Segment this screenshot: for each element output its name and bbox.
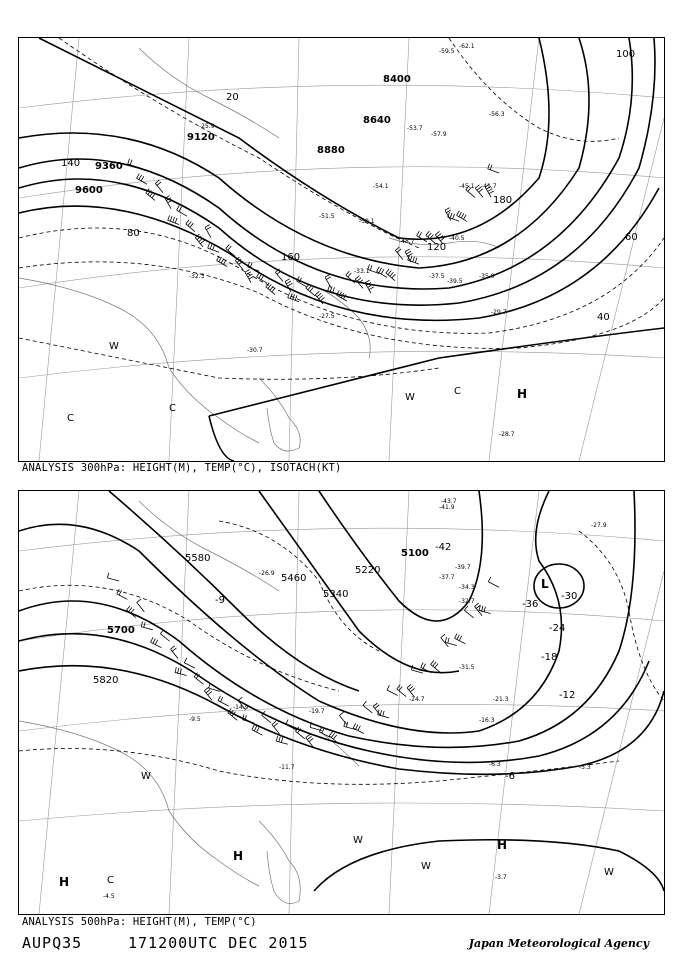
temperature-reading: -37.5 <box>429 273 445 280</box>
temperature-reading: -6.3 <box>489 761 501 768</box>
temperature-reading: -11.7 <box>279 764 295 771</box>
wind-barb <box>475 603 483 616</box>
temperature-reading: -14.9 <box>233 704 249 711</box>
temperature-reading: -39.5 <box>447 278 463 285</box>
wind-barb <box>464 606 473 618</box>
wind-barb <box>107 573 119 581</box>
isotach-label: 80 <box>127 228 140 239</box>
chart-500hpa <box>18 490 665 915</box>
caption-300hpa: ANALYSIS 300hPa: HEIGHT(M), TEMP(°C), ISOTACH(KT) <box>22 462 342 474</box>
temperature-reading: -35.9 <box>479 273 495 280</box>
isotach-label: 140 <box>61 158 81 169</box>
height-label: 5100 <box>401 548 429 559</box>
height-labels <box>93 548 429 686</box>
isotach-label: 20 <box>226 92 239 103</box>
wind-barb <box>171 646 179 659</box>
temperature-label: -18 <box>541 652 558 663</box>
temperature-reading: -40.5 <box>449 235 465 242</box>
low-pressure-marker: L <box>541 577 549 591</box>
temperature-reading: -32.7 <box>459 598 475 605</box>
wind-barb <box>184 658 195 668</box>
temperature-reading: -4.5 <box>103 893 115 900</box>
height-label: 8640 <box>363 115 391 126</box>
height-label: 9120 <box>187 132 215 143</box>
warm-marker: W <box>141 771 151 782</box>
warm-marker: W <box>604 867 614 878</box>
graticule <box>19 491 664 914</box>
temperature-reading: -48.7 <box>399 238 415 245</box>
temperature-reading: -51.5 <box>319 213 335 220</box>
wind-barb <box>445 208 451 221</box>
wind-barb <box>137 174 147 185</box>
high-pressure-marker: H <box>517 387 528 401</box>
isotach-label: 160 <box>281 252 301 263</box>
warm-marker: W <box>405 392 415 403</box>
wind-barb <box>186 220 195 232</box>
wind-barb <box>479 605 491 613</box>
temperature-reading: -33.1 <box>354 268 370 275</box>
wind-barb <box>448 212 459 221</box>
wind-barb <box>365 280 374 293</box>
temperature-reading: -24.7 <box>409 696 425 703</box>
isotach-label: 120 <box>427 242 447 253</box>
temperature-reading: -27.9 <box>591 522 607 529</box>
chart-code: AUPQ35 <box>22 934 83 952</box>
wind-barb <box>457 211 467 222</box>
temperature-label: -42 <box>435 542 452 553</box>
wind-barb <box>165 196 172 209</box>
wind-barb <box>363 701 372 713</box>
temperature-reading: -19.7 <box>309 708 325 715</box>
height-labels <box>75 74 411 196</box>
temperature-reading: -41.9 <box>439 504 455 511</box>
cold-marker: C <box>454 386 461 397</box>
height-label: 5460 <box>281 573 307 584</box>
wind-barb <box>431 660 440 672</box>
pressure-systems <box>67 341 527 424</box>
temperature-label: -9 <box>215 595 225 606</box>
temperature-labels <box>215 542 577 782</box>
wind-barb <box>205 225 211 238</box>
temperature-reading: -50.1 <box>359 218 375 225</box>
temperature-reading: -9.5 <box>189 716 201 723</box>
wind-barb <box>488 577 499 587</box>
wind-barb <box>325 274 331 287</box>
height-label: 5580 <box>185 553 211 564</box>
temperature-reading: -27.5 <box>319 313 335 320</box>
isotach-label: 100 <box>616 49 636 60</box>
wind-barb <box>339 712 347 725</box>
temperature-reading: -59.5 <box>439 48 455 55</box>
temperature-reading: -29.7 <box>491 309 507 316</box>
temperature-reading: -25.9 <box>199 123 215 130</box>
height-label: 8400 <box>383 74 411 85</box>
isotach-labels <box>61 49 638 323</box>
map-500hpa <box>19 491 664 914</box>
temperature-reading: -5.3 <box>579 764 591 771</box>
temperature-reading: -3.7 <box>495 874 507 881</box>
wind-barb <box>218 696 229 706</box>
temperature-reading: -34.3 <box>459 584 475 591</box>
temperature-reading: -26.9 <box>259 570 275 577</box>
height-label: 5820 <box>93 675 119 686</box>
cold-marker: C <box>169 403 176 414</box>
wind-barb <box>195 234 204 247</box>
cold-marker: C <box>67 413 74 424</box>
temperature-reading: -32.3 <box>189 273 205 280</box>
caption-500hpa: ANALYSIS 500hPa: HEIGHT(M), TEMP(°C) <box>22 916 257 928</box>
wind-barb <box>155 180 163 193</box>
wind-barb <box>288 293 299 302</box>
agency-name: Japan Meteorological Agency <box>468 937 649 950</box>
isotachs <box>19 38 664 379</box>
isotach-label: 60 <box>625 232 638 243</box>
wind-barb <box>455 634 466 644</box>
wind-barb <box>137 599 145 612</box>
wind-barb <box>168 215 179 224</box>
wind-barb <box>417 231 427 242</box>
wind-barb <box>353 723 364 733</box>
warm-marker: W <box>421 861 431 872</box>
temperature-reading: -30.7 <box>247 347 263 354</box>
temperature-reading: -37.7 <box>439 574 455 581</box>
isotach-label: 180 <box>493 195 513 206</box>
height-contours <box>19 38 664 461</box>
temperature-reading: -56.3 <box>489 111 505 118</box>
wind-barb <box>441 634 449 647</box>
temperature-reading: -53.7 <box>407 125 423 132</box>
wind-barb <box>245 270 254 283</box>
temperature-reading: -16.3 <box>479 717 495 724</box>
temperature-reading: -21.3 <box>493 696 509 703</box>
temperature-reading: -39.7 <box>455 564 471 571</box>
height-label: 9360 <box>95 161 123 172</box>
high-pressure-marker: H <box>497 838 508 852</box>
height-label: 9600 <box>75 185 103 196</box>
temperature-reading: -54.1 <box>373 183 389 190</box>
warm-marker: W <box>353 835 363 846</box>
wind-barb <box>151 637 162 647</box>
map-300hpa <box>19 38 664 461</box>
wind-barb <box>386 269 396 281</box>
wind-barb <box>117 589 128 599</box>
cold-marker: C <box>107 875 114 886</box>
temperature-label: -24 <box>549 623 566 634</box>
temperature-label: -12 <box>559 690 576 701</box>
temperature-reading: -57.9 <box>431 131 447 138</box>
wind-barb <box>387 685 398 695</box>
temperature-reading: -45.1 <box>459 183 475 190</box>
temperature-reading: -43.7 <box>441 498 457 505</box>
height-label: 5340 <box>323 589 349 600</box>
temperature-label: -36 <box>522 599 539 610</box>
wind-barb <box>397 685 406 697</box>
wind-barb <box>377 267 387 278</box>
temperature-reading: -31.5 <box>459 664 475 671</box>
height-label: 5700 <box>107 625 135 636</box>
graticule <box>19 38 664 461</box>
temperature-label: -30 <box>561 591 578 602</box>
temperature-reading: -62.1 <box>459 43 475 50</box>
warm-marker: W <box>109 341 119 352</box>
high-pressure-marker: H <box>59 875 70 889</box>
wind-barb <box>488 164 499 173</box>
temperature-reading: -28.7 <box>499 431 515 438</box>
wind-barbs <box>128 159 499 304</box>
high-pressure-marker: H <box>233 849 244 863</box>
height-label: 8880 <box>317 145 345 156</box>
isotach-label: 40 <box>597 312 610 323</box>
temperature-reading: -41.7 <box>481 183 497 190</box>
valid-time: 171200UTC DEC 2015 <box>128 934 309 952</box>
temperature-label: -6 <box>505 771 515 782</box>
height-label: 5220 <box>355 565 381 576</box>
chart-300hpa <box>18 37 665 462</box>
